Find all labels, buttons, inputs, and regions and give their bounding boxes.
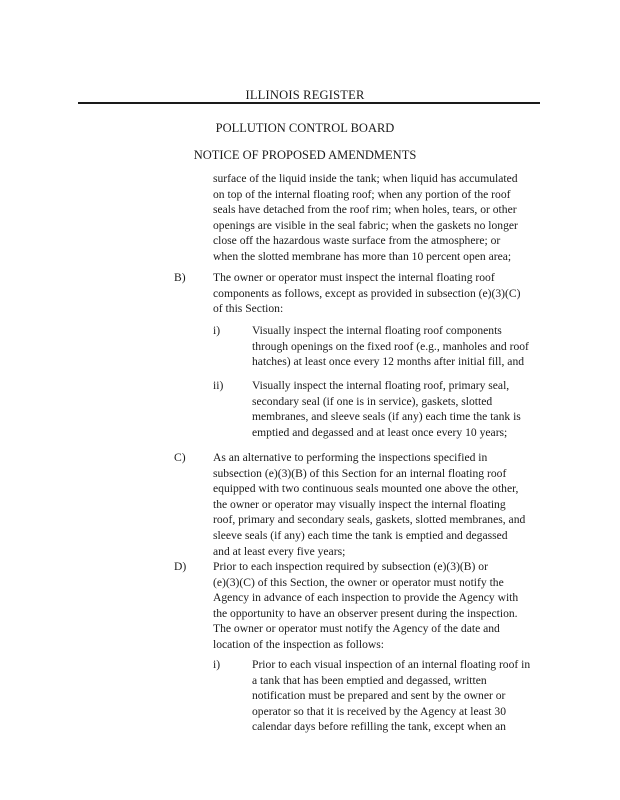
- item-b-paragraph: [213, 270, 520, 317]
- board-name: POLLUTION CONTROL BOARD: [215, 121, 395, 135]
- text-line: As an alternative to performing the inspections specified in: [213, 451, 488, 464]
- text-line: The owner or operator must inspect the internal floating roof: [213, 271, 495, 284]
- text-line: sleeve seals (if any) each time the tank is emptied and degassed: [213, 528, 508, 542]
- text-line: when the slotted membrane has more than 10 percent open area;: [213, 249, 512, 263]
- text-line: subsection (e)(3)(B) of this Section for an internal floating roof: [213, 466, 507, 480]
- text-line: Visually inspect the internal floating roof components: [252, 324, 502, 337]
- item-b-i-paragraph: [252, 323, 529, 370]
- item-c-marker: C): [174, 451, 186, 464]
- text-line: The owner or operator must notify the Agency of the date and: [213, 622, 500, 636]
- text-line: secondary seal (if one is in service), gaskets, slotted: [252, 394, 493, 408]
- text-line: operator so that it is received by the Agency at least 30: [252, 704, 507, 718]
- text-line: Agency in advance of each inspection to provide the Agency with: [213, 591, 519, 605]
- text-line: membranes, and sleeve seals (if any) each time the tank is: [252, 410, 521, 424]
- text-line: surface of the liquid inside the tank; when liquid has accumulated: [213, 172, 518, 185]
- text-line: on top of the internal floating roof; when any portion of the roof: [213, 187, 511, 201]
- item-b-ii-paragraph: [252, 378, 521, 440]
- item-d-marker: D): [174, 560, 187, 573]
- continuation-paragraph: [213, 171, 518, 265]
- text-line: roof, primary and secondary seals, gaskets, slotted membranes, and: [213, 513, 526, 527]
- text-line: Prior to each visual inspection of an internal floating roof in: [252, 658, 531, 671]
- item-b-i-marker: i): [213, 324, 221, 337]
- text-line: seals have detached from the roof rim; when holes, tears, or other: [213, 203, 517, 217]
- text-line: components as follows, except as provided in subsection (e)(3)(C): [213, 286, 521, 300]
- text-line: equipped with two continuous seals mounted one above the other,: [213, 482, 519, 496]
- item-d-paragraph: [213, 559, 518, 653]
- text-line: Prior to each inspection required by subsection (e)(3)(B) or: [213, 560, 488, 573]
- item-c-paragraph: [213, 450, 525, 559]
- text-line: emptied and degassed and at least once every 10 years;: [252, 425, 508, 439]
- item-b-ii-marker: ii): [213, 379, 224, 392]
- text-line: and at least every five years;: [213, 544, 346, 558]
- text-line: (e)(3)(C) of this Section, the owner or operator must notify the: [213, 575, 504, 589]
- text-line: openings are visible in the seal fabric; when the gaskets no longer: [213, 218, 518, 232]
- text-line: the opportunity to have an observer present during the inspection.: [213, 606, 518, 620]
- notice-title: NOTICE OF PROPOSED AMENDMENTS: [193, 148, 417, 162]
- text-line: hatches) at least once every 12 months after initial fill, and: [252, 355, 525, 369]
- text-line: notification must be prepared and sent by the owner or: [252, 689, 506, 703]
- register-title: ILLINOIS REGISTER: [245, 88, 365, 102]
- text-line: location of the inspection as follows:: [213, 637, 384, 651]
- text-line: Visually inspect the internal floating roof, primary seal,: [252, 379, 510, 392]
- item-d-i-marker: i): [213, 658, 221, 671]
- text-line: a tank that has been emptied and degassed, written: [252, 673, 487, 687]
- text-line: through openings on the fixed roof (e.g., manholes and roof: [252, 339, 529, 353]
- text-line: the owner or operator may visually inspect the internal floating: [213, 497, 506, 511]
- item-b-marker: B): [174, 271, 186, 284]
- text-line: of this Section:: [213, 302, 284, 316]
- text-line: calendar days before refilling the tank, except when an: [252, 720, 506, 734]
- item-d-i-paragraph: [252, 657, 530, 735]
- header-rule: [78, 102, 540, 104]
- text-line: close off the hazardous waste surface from the atmosphere; or: [213, 234, 501, 248]
